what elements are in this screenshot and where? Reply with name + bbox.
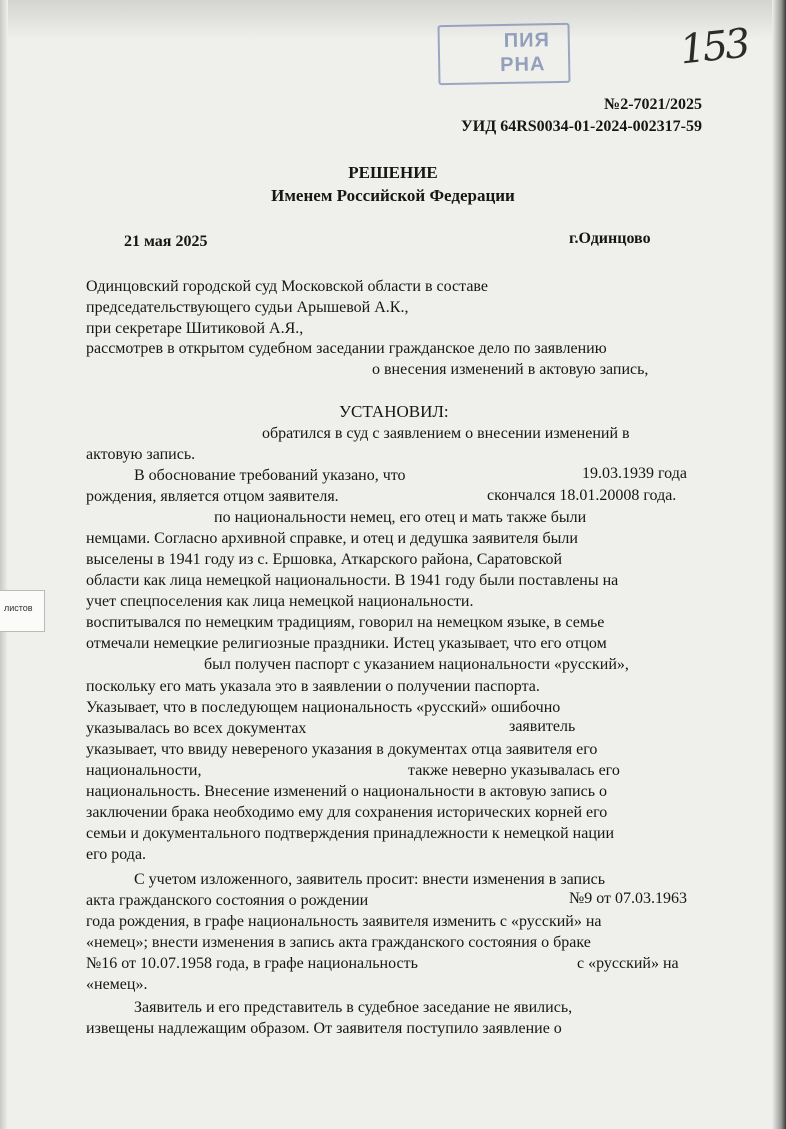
document-subtitle: Именем Российской Федерации bbox=[271, 186, 515, 205]
body-line: отмечали немецкие религиозные праздники. Истец указывает, что его отцом bbox=[86, 635, 607, 652]
body-line: указывает, что ввиду невереного указания в документах отца заявителя его bbox=[86, 741, 598, 758]
body-line: с «русский» на bbox=[577, 955, 679, 972]
body-line: Заявитель и его представитель в судебное заседание не явились, bbox=[134, 999, 573, 1016]
body-line: его рода. bbox=[86, 846, 147, 863]
body-line: №16 от 10.07.1958 года, в графе национальность bbox=[86, 955, 418, 972]
body-line: года рождения, в графе национальность заявителя изменить с «русский» на bbox=[86, 913, 602, 930]
case-number: №2-7021/2025 bbox=[604, 96, 702, 113]
intro-line-2: председательствующего судьи Арышевой А.К., bbox=[86, 299, 409, 316]
body-line: немцами. Согласно архивной справке, и отец и дедушка заявителя были bbox=[86, 530, 578, 547]
document-title: РЕШЕНИЕ bbox=[348, 163, 438, 182]
body-line: воспитывался по немецким традициям, говорил на немецком языке, в семье bbox=[86, 614, 605, 631]
decision-city: г.Одинцово bbox=[569, 230, 651, 247]
body-line: поскольку его мать указала это в заявлении о получении паспорта. bbox=[86, 678, 540, 695]
body-line: семьи и документального подтверждения принадлежности к немецкой нации bbox=[86, 825, 615, 842]
intro-line-1: Одинцовский городской суд Московской области в составе bbox=[86, 278, 488, 295]
body-line: скончался 18.01.20008 года. bbox=[487, 487, 677, 504]
body-line: области как лица немецкой национальности. В 1941 году были поставлены на bbox=[86, 572, 619, 589]
body-line: «немец»; внести изменения в запись акта гражданского состояния о браке bbox=[86, 934, 591, 951]
margin-sticker-label: листов bbox=[4, 603, 33, 613]
body-line: указывалась во всех документах bbox=[86, 720, 307, 737]
body-line: извещены надлежащим образом. От заявителя поступило заявление о bbox=[86, 1020, 562, 1037]
body-line: С учетом изложенного, заявитель просит: внести изменения в запись bbox=[134, 871, 606, 888]
body-line: выселены в 1941 году из с. Ершовка, Аткарского района, Саратовской bbox=[86, 551, 563, 568]
section-title: УСТАНОВИЛ: bbox=[339, 402, 449, 421]
stamp-line-1: ПИЯ bbox=[503, 29, 551, 53]
body-line: заявитель bbox=[509, 718, 576, 735]
case-uid: УИД 64RS0034-01-2024-002317-59 bbox=[461, 118, 702, 135]
copy-stamp bbox=[437, 23, 570, 85]
body-line: национальность. Внесение изменений о национальности в актовую запись о bbox=[86, 783, 608, 800]
decision-date: 21 мая 2025 bbox=[124, 233, 208, 250]
intro-line-4: рассмотрев в открытом судебном заседании гражданское дело по заявлению bbox=[86, 340, 607, 357]
margin-sticker bbox=[0, 590, 45, 632]
body-line: 19.03.1939 года bbox=[582, 465, 687, 482]
scan-shadow-top bbox=[0, 0, 786, 40]
body-line: акта гражданского состояния о рождении bbox=[86, 892, 369, 909]
body-line: заключении брака необходимо ему для сохранения исторических корней его bbox=[86, 804, 608, 821]
body-line: Указывает, что в последующем национальность «русский» ошибочно bbox=[86, 699, 561, 716]
stamp-line-2: РНА bbox=[500, 53, 546, 77]
body-line: национальности, bbox=[86, 762, 202, 779]
body-line: обратился в суд с заявлением о внесении изменений в bbox=[262, 425, 630, 442]
body-line: В обоснование требований указано, что bbox=[134, 467, 406, 484]
intro-line-5: о внесения изменений в актовую запись, bbox=[372, 361, 649, 378]
intro-line-3: при секретаре Шитиковой А.Я., bbox=[86, 320, 304, 337]
body-line: был получен паспорт с указанием национальности «русский», bbox=[204, 656, 629, 673]
body-line: «немец». bbox=[86, 976, 148, 993]
body-line: учет спецпоселения как лица немецкой национальности. bbox=[86, 593, 474, 610]
body-line: №9 от 07.03.1963 bbox=[569, 890, 688, 907]
body-line: актовую запись. bbox=[86, 446, 196, 463]
body-line: также неверно указывалась его bbox=[408, 762, 620, 779]
body-line: рождения, является отцом заявителя. bbox=[86, 488, 339, 505]
handwritten-page-number: 153 bbox=[677, 20, 750, 74]
body-line: по национальности немец, его отец и мать также были bbox=[214, 509, 587, 526]
